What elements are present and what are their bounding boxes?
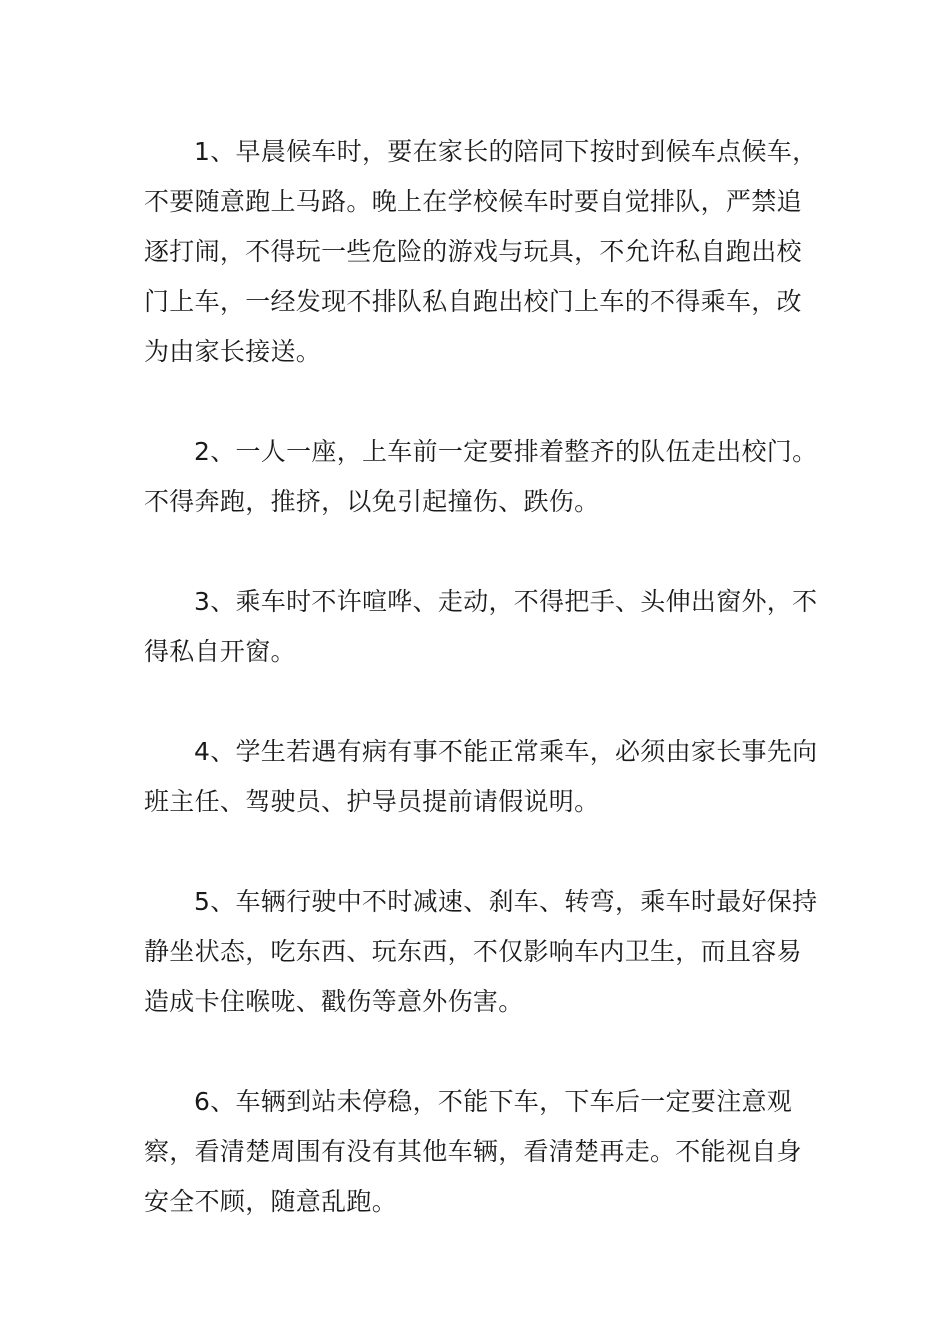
rule-paragraph-1: 1、早晨候车时，要在家长的陪同下按时到候车点候车，不要随意跑上马路。晚上在学校候车时要自觉排队，严禁追逐打闹，不得玩一些危险的游戏与玩具，不允许私自跑出校门上车，一经发现不排队私自跑出校门上车的不得乘车，改为由家长接送。 — [144, 137, 818, 366]
document-body — [144, 127, 824, 1277]
rule-paragraph-6: 6、车辆到站未停稳，不能下车，下车后一定要注意观察，看清楚周围有没有其他车辆，看清楚再走。不能视自身安全不顾，随意乱跑。 — [144, 1087, 802, 1216]
rule-paragraph-3: 3、乘车时不许喧哗、走动，不得把手、头伸出窗外，不得私自开窗。 — [144, 587, 818, 666]
rule-paragraph-5: 5、车辆行驶中不时减速、刹车、转弯，乘车时最好保持静坐状态，吃东西、玩东西，不仅影响车内卫生，而且容易造成卡住喉咙、戳伤等意外伤害。 — [144, 887, 818, 1016]
rule-paragraph-4: 4、学生若遇有病有事不能正常乘车，必须由家长事先向班主任、驾驶员、护导员提前请假说明。 — [144, 737, 818, 816]
rule-paragraph-2: 2、一人一座，上车前一定要排着整齐的队伍走出校门。不得奔跑，推挤，以免引起撞伤、跌伤。 — [144, 437, 818, 516]
